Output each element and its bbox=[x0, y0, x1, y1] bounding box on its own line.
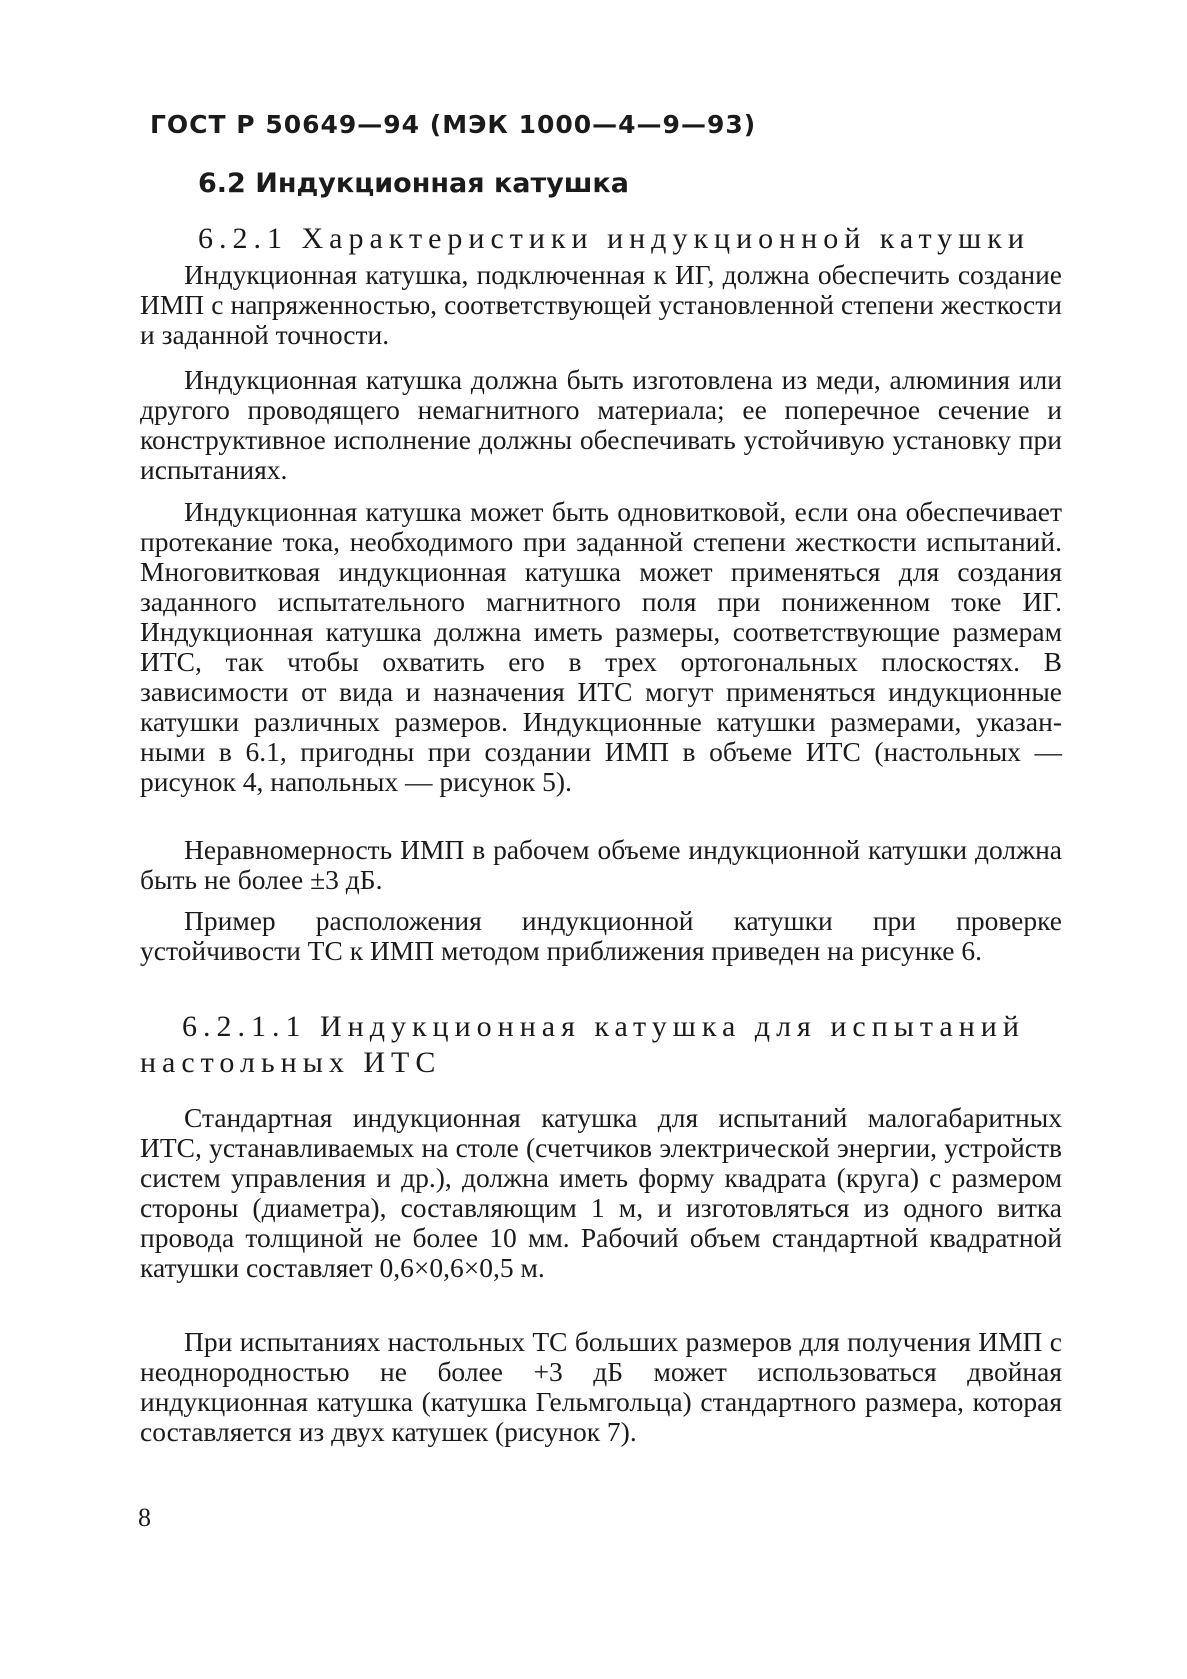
paragraph: Индукционная катушка, подключенная к ИГ, должна обеспечить создание ИМП с напряженностью, соответствующей установленной степени жесткости и заданной точности. bbox=[140, 259, 1062, 350]
paragraph: Пример расположения индукционной катушки при проверке устойчивости ТС к ИМП методом приближения приведен на рисунке 6. bbox=[140, 905, 1062, 966]
paragraph: Индукционная катушка должна быть изготовлена из меди, алюминия или другого проводящего немагнитного материала; ее поперечное сечение и конструктивное исполнение должны обеспечивать устойчивую установку при испытаниях. bbox=[140, 364, 1062, 485]
paragraph: При испытаниях настольных ТС больших размеров для получения ИМП с неоднородностью не более +3 дБ может использоваться двойная индукционная катушка (катушка Гельмгольца) стандартного размера, которая составляется из двух катушек (рисунок 7). bbox=[140, 1326, 1062, 1447]
paragraph: Стандартная индукционная катушка для испытаний малогабаритных ИТС, устанавливаемых на столе (счетчиков электрической энергии, устройств систем управления и др.), должна иметь форму квадрата (круга) с размером стороны (диаметра), составляющим 1 м, и изготовляться из одного витка провода толщиной не более 10 мм. Рабочий объем стандартной квадратной катушки составляет 0,6×0,6×0,5 м. bbox=[140, 1102, 1062, 1283]
paragraph: Неравномерность ИМП в рабочем объеме индукционной катушки должна быть не более ±3 дБ. bbox=[140, 834, 1062, 895]
subsubsection-title-line2: настольных ИТС bbox=[140, 1046, 442, 1079]
section-title: 6.2 Индукционная катушка bbox=[198, 168, 629, 199]
standard-header: ГОСТ Р 50649—94 (МЭК 1000—4—9—93) bbox=[150, 110, 757, 139]
paragraph: Индукционная катушка может быть одновитковой, если она обеспечивает протекание тока, необходимого при заданной степени жесткости испытаний. Многовитковая индукционная катушка может применяться для создания заданного испытательного магнитного поля при пониженном токе ИГ. Индукционная катушка должна иметь размеры, соответствующие размерам ИТС, так чтобы охватить его в трех ортогональных плоскостях. В зависимости от вида и назначения ИТС могут применяться индукционные катушки различных размеров. Индукционные катушки размерами, указанными в 6.1, пригодны при создании ИМП в объеме ИТС (настольных — рисунок 4, напольных — рисунок 5). bbox=[140, 496, 1062, 797]
subsection-title: 6.2.1 Характеристики индукционной катушки bbox=[198, 222, 1030, 255]
page-number: 8 bbox=[138, 1503, 151, 1532]
subsubsection-title-line1: 6.2.1.1 Индукционная катушка для испытаний bbox=[182, 1010, 1025, 1043]
